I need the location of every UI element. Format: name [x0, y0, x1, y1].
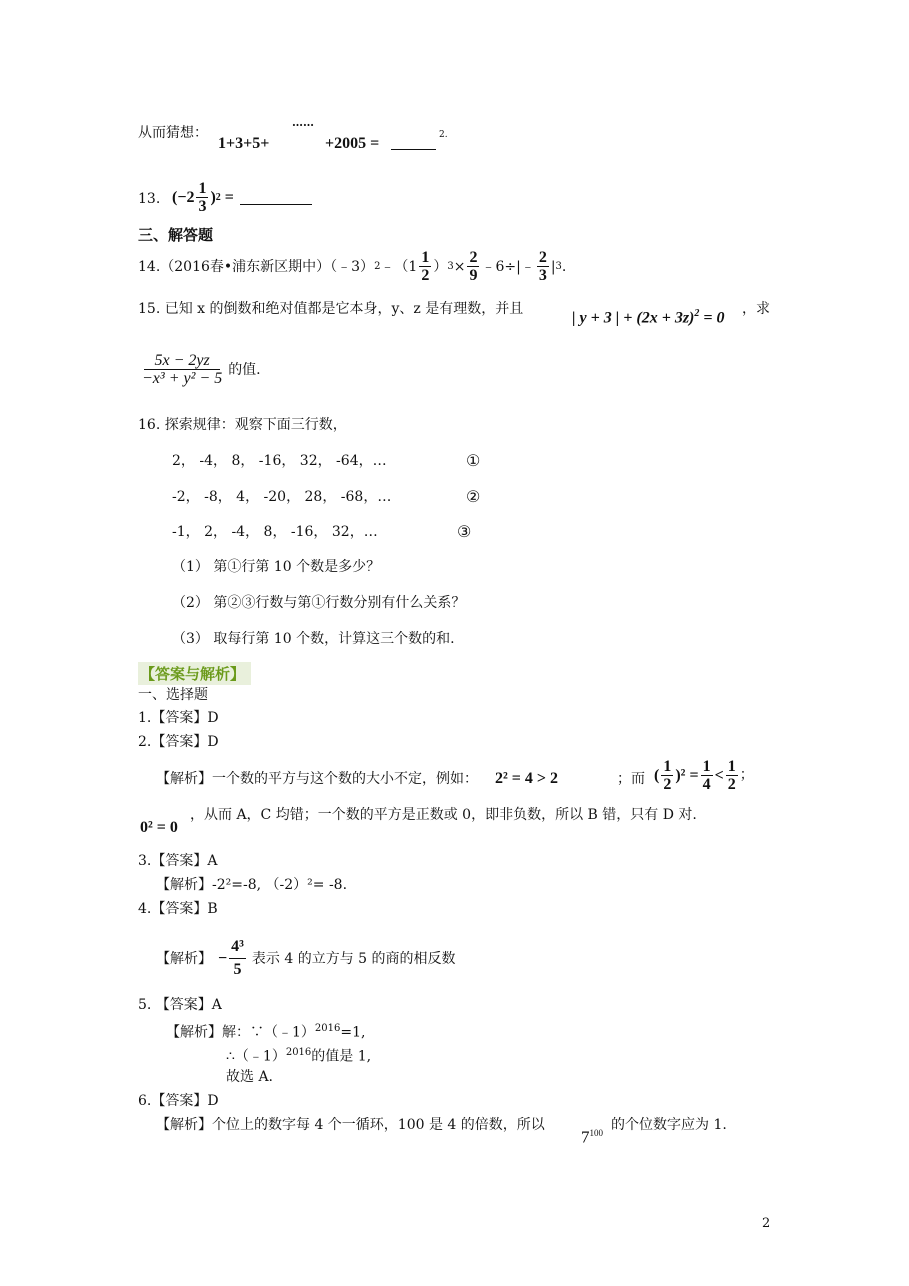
a2-half2-d: 2 [727, 776, 736, 793]
a2-half2-n: 1 [727, 758, 736, 775]
a4-d: 5 [233, 961, 242, 978]
answer-2-exp-b: ；而 [617, 771, 645, 787]
q14-sup2: 3 [447, 260, 454, 272]
q13-blank [240, 190, 312, 205]
guess-expr-end: +2005 = [325, 135, 380, 152]
q15-after: 的值. [228, 361, 261, 378]
q13-frac-den: 3 [198, 198, 207, 215]
q13-close: ) [210, 188, 216, 206]
a4-exp-a: 【解析】 [156, 950, 212, 967]
q14-frac1 [419, 249, 431, 284]
answer-2: 2.【答案】D [138, 734, 219, 750]
q14-sup3: 3 [555, 260, 562, 272]
q16-sub-2: （2） 第②③行数与第①行数分别有什么关系？ [172, 595, 466, 611]
q15-den: −x³ + y² − 5 [142, 370, 223, 387]
q15-fraction [140, 352, 224, 387]
q13-power: 2 [215, 191, 221, 203]
q15-fraction-line [138, 352, 261, 387]
q16-mark-1: ① [466, 451, 481, 470]
q14-f2d: 9 [469, 267, 478, 284]
a2-half [661, 758, 673, 793]
q13-expression [172, 180, 312, 215]
guess-dots: …… [292, 116, 314, 129]
a2-semi: ； [739, 767, 754, 783]
q16-sub-1: （1） 第①行第 10 个数是多少？ [172, 559, 381, 575]
answer-4-exp [156, 936, 456, 981]
answer-2-math-3: 0² = 0 [140, 819, 178, 836]
a2-quarter [701, 758, 713, 793]
q16-title: 16. 探索规律：观察下面三行数， [138, 417, 347, 433]
page-number: 2 [762, 1216, 771, 1231]
answer-5-line-3: 故选 A. [226, 1069, 274, 1085]
answer-4: 4.【答案】B [138, 901, 218, 917]
guess-power-value: 2 [439, 130, 445, 140]
q13-open: (−2 [172, 188, 195, 206]
q14-f3n: 2 [538, 249, 547, 266]
guess-prefix: 从而猜想： [138, 125, 208, 141]
a4-fraction [229, 936, 246, 981]
q14-text-e: ﹣6÷|﹣ [481, 258, 535, 275]
answer-3: 3.【答案】A [138, 853, 218, 869]
a2-q-d: 4 [702, 776, 711, 793]
answer-2-exp-c: ，从而 A，C 均错；一个数的平方是正数或 0，即非负数，所以 B 错，只有 D 对. [190, 807, 697, 823]
section-title-3: 三、解答题 [138, 226, 214, 244]
q13-fraction [196, 180, 208, 215]
q14-text-b: ﹣（1 [380, 258, 418, 275]
answer-3-exp: 【解析】-2²=-8, （-2）²= -8. [156, 877, 348, 893]
q15-text: 15. 已知 x 的倒数和绝对值都是它本身，y、z 是有理数，并且 [138, 301, 524, 317]
a5-l2b: 的值是 1, [311, 1048, 372, 1065]
q14-frac3 [537, 249, 549, 284]
a5-l1: 【解析】解：∵（﹣1） [166, 1024, 315, 1041]
a2-half-d: 2 [663, 776, 672, 793]
q14-frac2 [467, 249, 479, 284]
answer-6-math [581, 1124, 603, 1147]
answer-2-math-1: 2² = 4 > 2 [495, 770, 559, 787]
q16-mark-3: ③ [457, 522, 472, 541]
a2-half-2 [726, 758, 738, 793]
answer-6: 6.【答案】D [138, 1093, 219, 1109]
a5-sup-2: 2016 [285, 1047, 312, 1058]
answer-6-exp-a: 【解析】个位上的数字每 4 个一循环，100 是 4 的倍数，所以 [156, 1117, 545, 1133]
q13-frac-num: 1 [198, 180, 207, 197]
q14-f3d: 3 [538, 267, 547, 284]
answer-2-math-2 [654, 758, 754, 793]
q15-cond-sup: 2 [694, 308, 700, 319]
guess-blank [391, 133, 436, 155]
a5-l1b: =1, [340, 1024, 366, 1041]
q14-sup1: 2 [374, 260, 381, 272]
a4-exp-b: 表示 4 的立方与 5 的商的相反数 [251, 950, 456, 967]
guess-power [439, 126, 448, 144]
q14-text-d: × [453, 258, 466, 275]
q16-mark-2: ② [466, 487, 481, 506]
a5-l2: ∴（﹣1） [226, 1048, 286, 1065]
q14-f2n: 2 [469, 249, 478, 266]
q14-text-g: . [561, 258, 567, 275]
q15-condition [572, 305, 725, 327]
q14-text-f: | [550, 258, 556, 275]
q16-row-1: 2， -4， 8， -16， 32， -64，… [172, 453, 387, 469]
q14-f1d: 2 [421, 267, 430, 284]
a6-sup: 100 [589, 1128, 603, 1138]
q13-number: 13. [138, 191, 161, 207]
a2-half-n: 1 [663, 758, 672, 775]
a4-n: 4³ [229, 936, 246, 959]
q13-eq: = [224, 188, 234, 206]
answer-5: 5. 【答案】A [138, 997, 222, 1013]
a2-q-n: 1 [702, 758, 711, 775]
q16-row-2: -2， -8， 4， -20， 28， -68，… [172, 489, 392, 505]
q15-cond-end: = 0 [703, 309, 725, 327]
guess-tail: . [444, 130, 448, 140]
q14-text-a: 14.（2016春•浦东新区期中）（﹣3） [138, 258, 375, 275]
a2-open: ( [654, 766, 660, 784]
q15-cond: | y + 3 | + (2x + 3z) [572, 309, 695, 327]
q14 [138, 249, 566, 284]
a2-lt: < [714, 766, 724, 784]
a2-close: )² = [675, 766, 699, 784]
q15-tail: ，求 [742, 301, 770, 317]
a4-minus: − [218, 949, 228, 967]
q16-sub-3: （3） 取每行第 10 个数，计算这三个数的和. [172, 631, 455, 647]
q14-text-c: ） [433, 258, 448, 275]
q15-num: 5x − 2yz [144, 352, 219, 370]
a5-sup: 2016 [314, 1023, 341, 1034]
answer-2-exp-a: 【解析】一个数的平方与这个数的大小不定，例如： [156, 771, 478, 787]
q14-f1n: 1 [421, 249, 430, 266]
guess-expr-start: 1+3+5+ [218, 135, 270, 152]
answers-header: 【答案与解析】 [138, 662, 251, 685]
a6-base: 7 [581, 1127, 590, 1147]
answer-5-line-2 [226, 1044, 371, 1066]
guess-expression [218, 135, 269, 153]
answer-1: 1.【答案】D [138, 710, 219, 726]
answer-5-line-1 [166, 1020, 365, 1042]
answers-section-1: 一、选择题 [138, 687, 208, 703]
answer-6-exp-b: 的个位数字应为 1. [611, 1117, 727, 1133]
q16-row-3: -1， 2， -4， 8， -16， 32，… [172, 524, 378, 540]
